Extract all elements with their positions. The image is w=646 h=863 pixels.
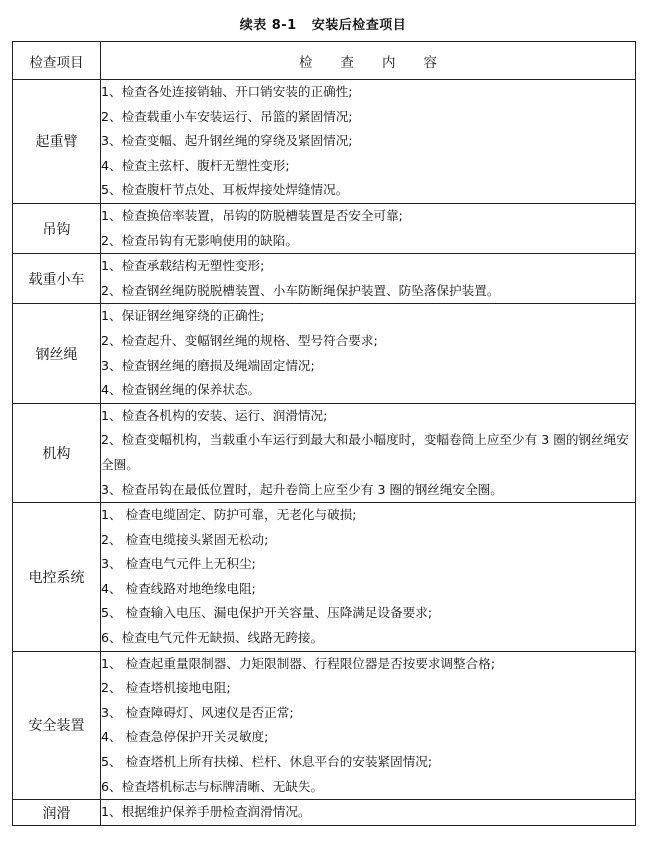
check-item: 6、检查塔机标志与标牌清晰、无缺失。 [101, 778, 324, 794]
check-item: 4、检查钢丝绳的保养状态。 [101, 382, 261, 398]
content-cell [101, 800, 636, 826]
check-item: 3、检查吊钩在最低位置时，起升卷筒上应至少有 3 圈的钢丝绳安全圈。 [101, 481, 503, 497]
category-cell: 钢丝绳 [13, 304, 101, 403]
category-cell: 机构 [13, 403, 101, 502]
content-cell [101, 254, 636, 304]
check-item: 2、 检查电缆接头紧固无松动; [101, 531, 269, 547]
header-category: 检查项目 [13, 42, 101, 80]
category-cell: 起重臂 [13, 80, 101, 204]
check-item: 3、检查钢丝绳的磨损及绳端固定情况; [101, 357, 315, 373]
content-cell [101, 80, 636, 204]
check-item: 5、 检查输入电压、漏电保护开关容量、压降满足设备要求; [101, 605, 433, 621]
check-item: 1、 检查电缆固定、防护可靠，无老化与破损; [101, 507, 357, 523]
check-item: 4、 检查急停保护开关灵敏度; [101, 729, 269, 745]
category-cell: 安全装置 [13, 651, 101, 800]
table-row [13, 203, 636, 253]
table-row [13, 651, 636, 800]
content-cell [101, 403, 636, 502]
check-item: 5、 检查塔机上所有扶梯、栏杆、休息平台的安装紧固情况; [101, 754, 433, 770]
check-item: 1、检查换倍率装置，吊钩的防脱槽装置是否安全可靠; [101, 207, 403, 223]
category-cell: 电控系统 [13, 503, 101, 652]
content-cell [101, 651, 636, 800]
check-item: 1、 检查起重量限制器、力矩限制器、行程限位器是否按要求调整合格; [101, 655, 496, 671]
check-item: 2、检查载重小车安装运行、吊篮的紧固情况; [101, 108, 353, 124]
table-body [13, 80, 636, 826]
table-header-row [13, 42, 636, 80]
check-item: 4、检查主弦杆、腹杆无塑性变形; [101, 157, 290, 173]
table-row [13, 503, 636, 652]
check-item: 3、 检查电气元件上无积尘; [101, 556, 256, 572]
check-item: 2、检查起升、变幅钢丝绳的规格、型号符合要求; [101, 332, 378, 348]
check-item: 1、检查承载结构无塑性变形; [101, 258, 265, 274]
check-item: 1、根据维护保养手册检查润滑情况。 [101, 804, 311, 820]
inspection-table [12, 41, 636, 826]
check-item: 3、 检查障碍灯、风速仪是否正常; [101, 704, 294, 720]
check-item: 3、检查变幅、起升钢丝绳的穿绕及紧固情况; [101, 133, 353, 149]
check-item: 6、检查电气元件无缺损、线路无跨接。 [101, 630, 324, 646]
check-item: 2、检查钢丝绳防脱脱槽装置、小车防断绳保护装置、防坠落保护装置。 [101, 282, 500, 298]
content-cell [101, 203, 636, 253]
check-item: 1、保证钢丝绳穿绕的正确性; [101, 308, 265, 324]
category-cell: 载重小车 [13, 254, 101, 304]
content-cell [101, 304, 636, 403]
check-item: 2、检查变幅机构，当载重小车运行到最大和最小幅度时，变幅卷筒上应至少有 3 圈的钢丝绳安全圈。 [101, 432, 629, 472]
check-item: 2、检查吊钩有无影响使用的缺陷。 [101, 232, 298, 248]
table-row [13, 80, 636, 204]
check-item: 2、 检查塔机接地电阻; [101, 680, 231, 696]
check-item: 5、检查腹杆节点处、耳板焊接处焊缝情况。 [101, 182, 349, 198]
check-item: 1、检查各处连接销轴、开口销安装的正确性; [101, 84, 353, 99]
table-row [13, 403, 636, 502]
table-row [13, 800, 636, 826]
table-row [13, 254, 636, 304]
header-content: 检查内容 [101, 42, 636, 80]
category-cell: 润滑 [13, 800, 101, 826]
check-item: 1、检查各机构的安装、运行、润滑情况; [101, 407, 328, 423]
check-item: 4、 检查线路对地绝缘电阻; [101, 580, 256, 596]
table-row [13, 304, 636, 403]
content-cell [101, 503, 636, 652]
table-title: 续表 8-1 安装后检查项目 [239, 18, 407, 33]
category-cell: 吊钩 [13, 203, 101, 253]
